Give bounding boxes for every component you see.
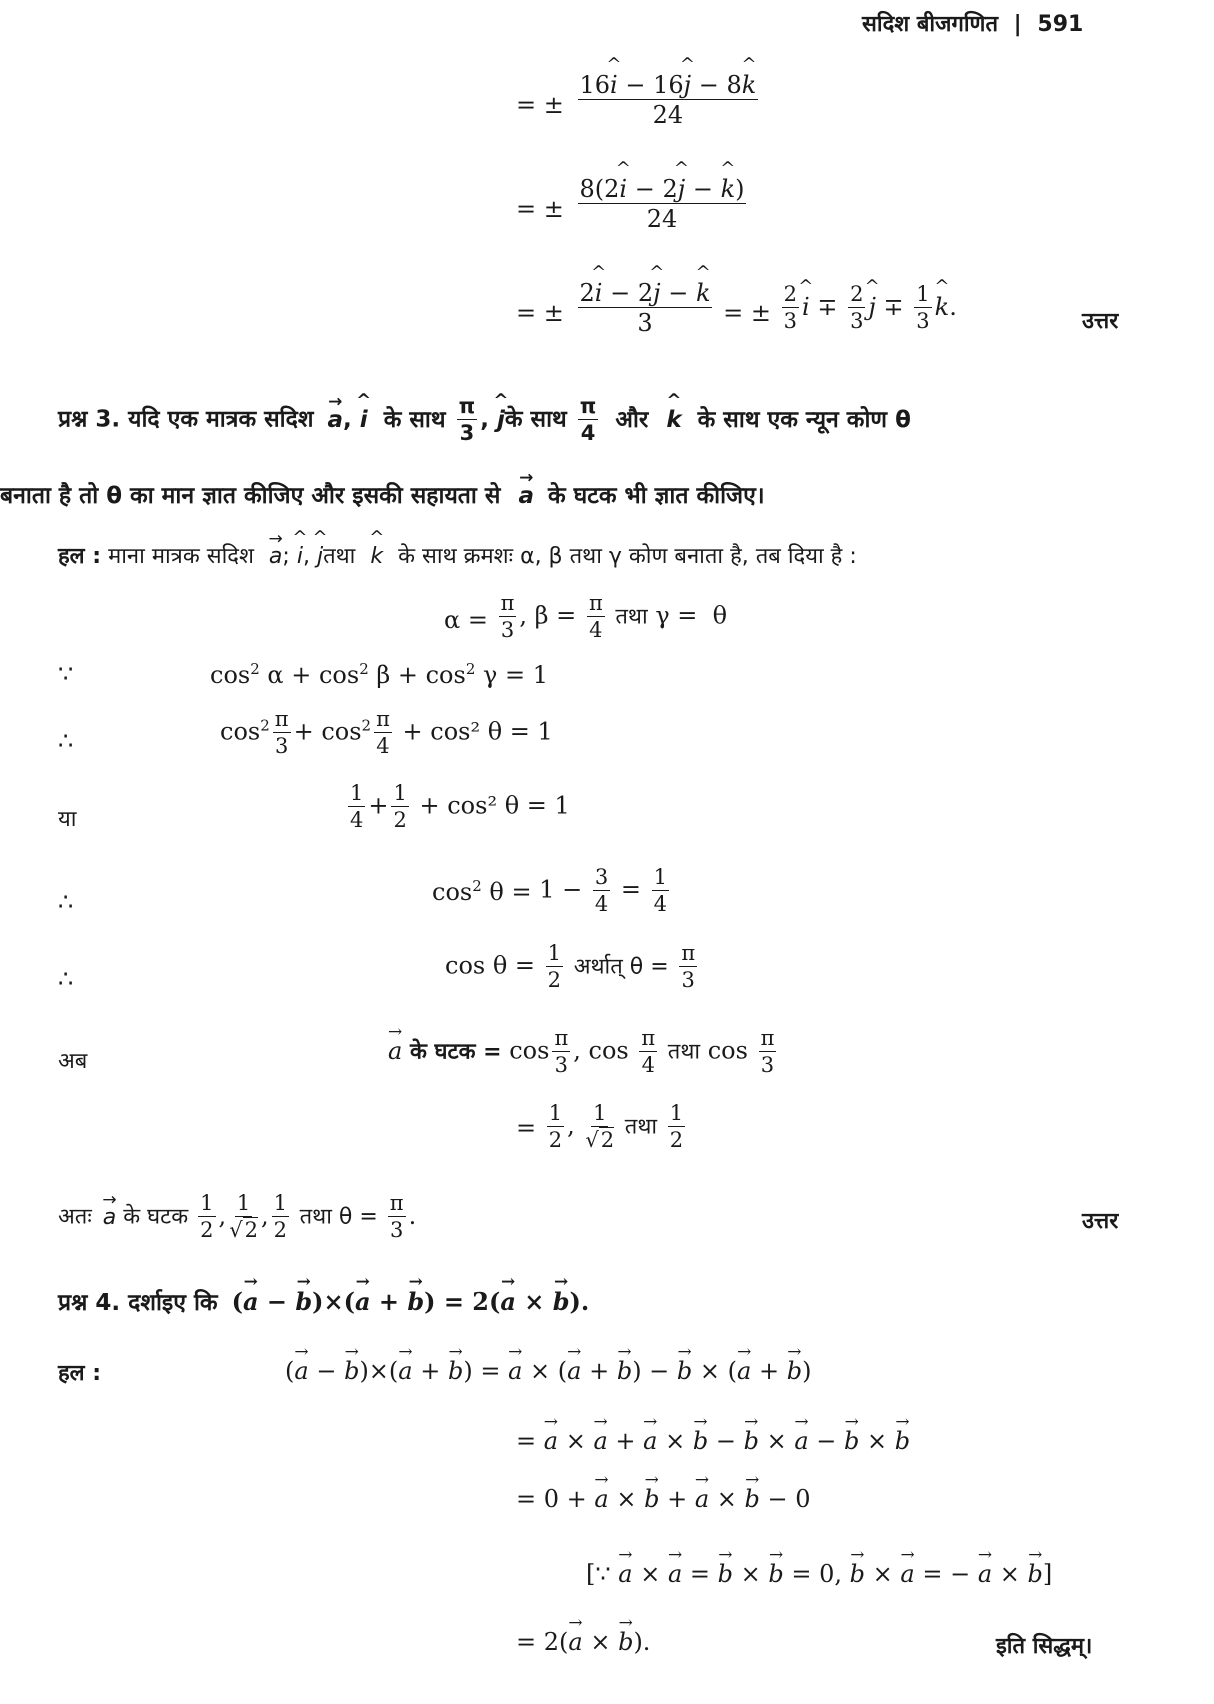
top-eq-line-3: = ± $\frac{2\^{} i - 2\^{} j - \^{} k}{3}$ = ± $\frac{2}{3}$ ^ i ∓ $\frac{2}{3}$ ^ j ∓ $\frac{1}{3}$ ^ k. (516, 280, 957, 337)
components-result: = $\frac{1}{2}$ , $\frac{1}{√2}$ तथा $\frac{1}{2}$ (516, 1101, 684, 1153)
chapter-title: सदिश बीजगणित (862, 12, 998, 37)
solution-4-reason: [∵ → a × → a = → b × → b = 0, → b × → a = − → a × → b] (586, 1560, 1052, 1588)
final-components-line: अतः → a के घटक $\frac{1}{2}$ , $\frac{1}{√2}$ , $\frac{1}{2}$ तथा θ = $\frac{\pi}{3}$ . (58, 1192, 416, 1242)
simplified-equation: $\frac{1}{4}$ + $\frac{1}{2}$ + cos² θ = 1 (350, 781, 570, 833)
therefore-symbol-3: ∴ (58, 965, 74, 993)
ab-label: अब (58, 1049, 88, 1074)
solution-4-step-3: = 0 + → a × → b + → a × → b − 0 (516, 1485, 811, 1513)
running-header (862, 8, 1083, 38)
solution-4-label: हल : (58, 1361, 102, 1386)
question-4-line: प्रश्न 4. दर्शाइए कि (→ a − → b)×(→ a + → b) = 2(→ a × → b). (58, 1285, 589, 1317)
therefore-symbol-2: ∴ (58, 888, 74, 916)
therefore-symbol-1: ∴ (58, 727, 74, 755)
solution-3-label: हल : (58, 544, 102, 569)
since-symbol: ∵ (58, 660, 74, 688)
top-eq-line-1: = ± $\frac{16\^{} i - 16\^{} j - 8\^{} k}{24}$ (516, 72, 761, 129)
given-angles: α = $\frac{\pi}{3}$ , β = $\frac{\pi}{4}$ तथा γ = θ (444, 591, 728, 643)
answer-label-2: उत्तर (1082, 1209, 1119, 1234)
components-equation: → a के घटक = cos $\frac{\pi}{3}$ , cos $\frac{\pi}{4}$ तथा cos $\frac{\pi}{3}$ (388, 1027, 779, 1077)
solution-3-intro: हल : माना मात्रक सदिश → a; ^ i, ^ jतथा ^ k के साथ क्रमशः α, β तथा γ कोण बनाता है, तब दिया है : (58, 540, 857, 570)
question-4-label: प्रश्न 4. (58, 1290, 121, 1316)
substituted-equation: $\cos^2$ $\frac{\pi}{3}$ + $\cos^2$ $\frac{\pi}{4}$ + cos² θ = 1 (220, 707, 553, 759)
cos-squared-theta-equation: $\cos^2 \theta = 1$ − $\frac{3}{4}$ = $\frac{1}{4}$ (432, 865, 667, 917)
solution-4-step-2: = → a × → a + → a × → b − → b × → a − → b × → b (516, 1427, 910, 1455)
page-number: 591 (1037, 12, 1084, 37)
header-divider: | (1013, 12, 1022, 37)
solution-4-step-1: (→ a − → b)×(→ a + → b) = → a × (→ a + → b) − → b × (→ a + → b) (285, 1357, 811, 1385)
top-eq-line-2: = ± $\frac{8(2\^{} i - 2\^{} j - \^{} k)}{24}$ (516, 176, 749, 233)
ya-label: या (58, 807, 77, 832)
top-eq-2-fraction: $\frac{8(2\^{} i - 2\^{} j - \^{} k)}{24}$ (578, 176, 747, 233)
cos-theta-equation: cos θ = $\frac{1}{2}$ अर्थात् θ = $\frac{\pi}{3}$ (445, 941, 696, 993)
answer-label-1: उत्तर (1082, 309, 1119, 334)
question-3-label: प्रश्न 3. (58, 406, 121, 433)
top-eq-1-fraction: $\frac{16\^{} i - 16\^{} j - 8\^{} k}{24}$ (578, 72, 759, 129)
top-eq-3-fraction: $\frac{2\^{} i - 2\^{} j - \^{} k}{3}$ (578, 280, 713, 337)
identity-equation: $\cos^2 \alpha + \cos^2 \beta + \cos^2 \gamma = 1$ (210, 660, 548, 689)
solution-4-step-4: = 2(→ a × → b). (516, 1628, 650, 1656)
question-3-line-1: प्रश्न 3. यदि एक मात्रक सदिश → a, ^ i के साथ $\frac{\pi}{3}$ , ^ jके साथ $\frac{\pi}{4}$ और ^ k के साथ एक न्यून कोण θ (58, 395, 911, 445)
question-3-line-2: बनाता है तो θ का मान ज्ञात कीजिए और इसकी सहायता से → a के घटक भी ज्ञात कीजिए। (0, 478, 765, 510)
qed-label: इति सिद्धम्। (996, 1634, 1093, 1659)
